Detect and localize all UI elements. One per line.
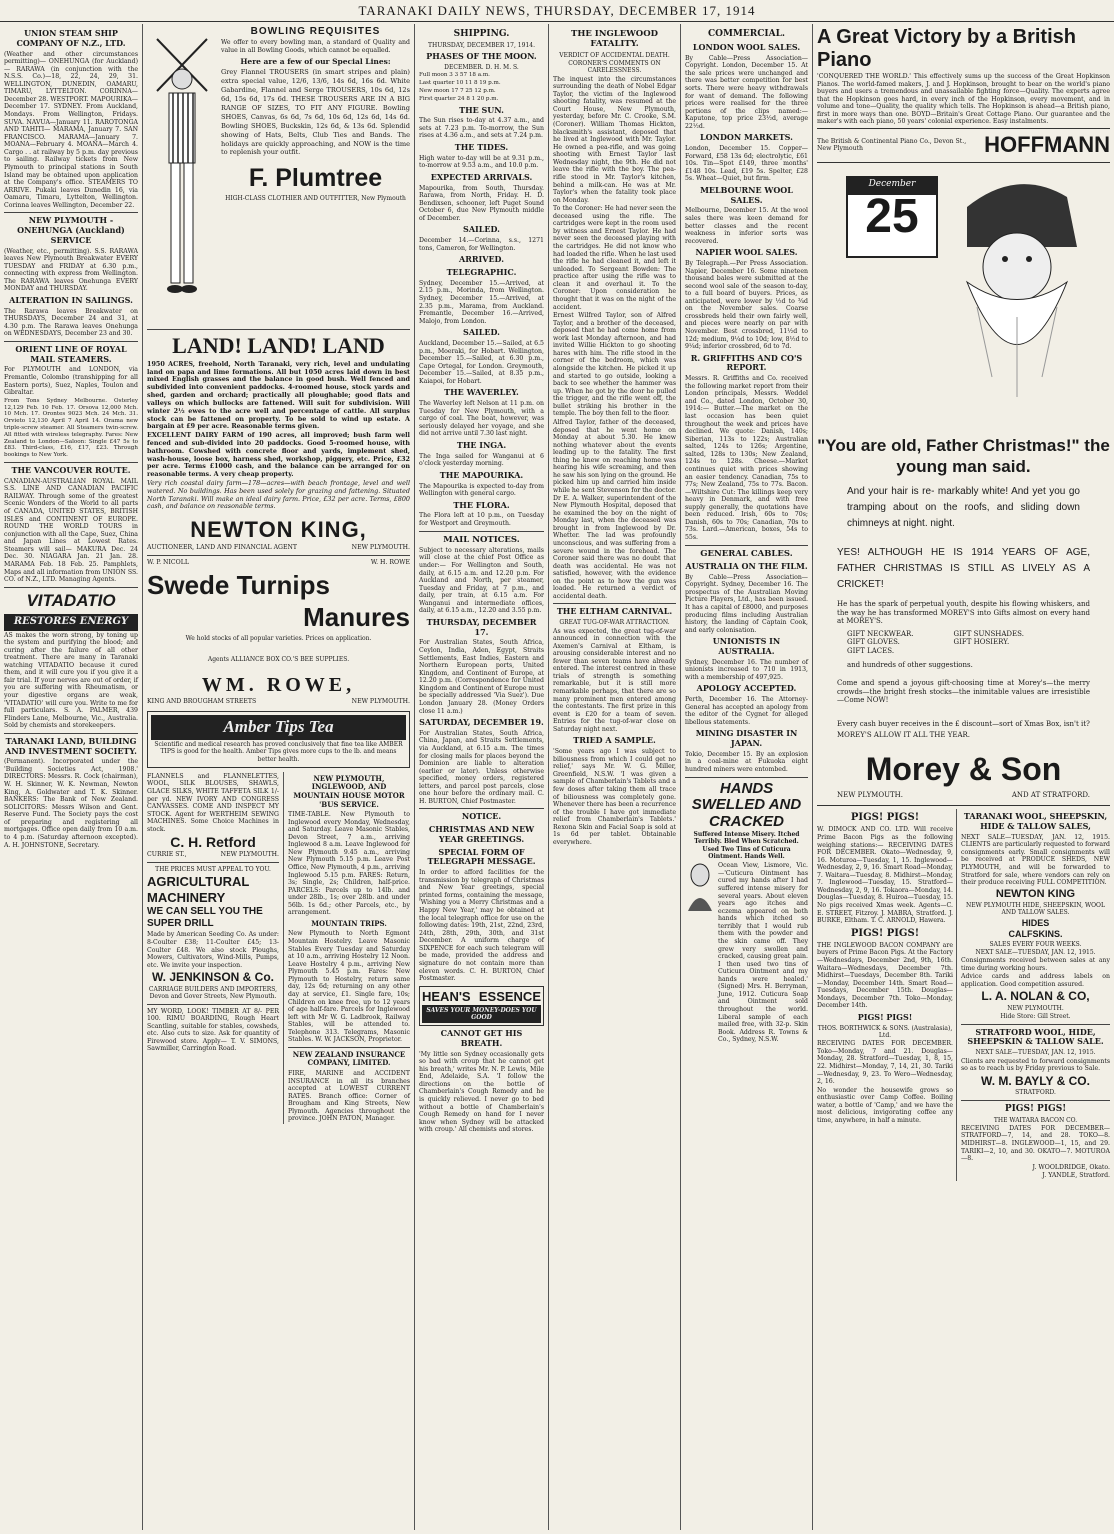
hands-body: [685, 861, 808, 1045]
tar-wool-title: TARANAKI WOOL, SHEEPSKIN, HIDE & TALLOW SALES,: [963, 811, 1108, 831]
unionists-title: UNIONISTS IN AUSTRALIA.: [712, 636, 781, 656]
sample-title: TRIED A SAMPLE.: [573, 735, 656, 746]
divider: [419, 808, 544, 809]
vancouver-text: CANADIAN-AUSTRALIAN ROYAL MAIL S.S. LINE AND CANADIAN PACIFIC RAILWAY. Through some of the greatest Scenic Wonders of the World to all parts of CANADA, UNITED STATES, BRITISH ISLES and CONTINENT OF EUROPE. ROUND THE WORLD TOURS in conjunction with all the Cape, Suez, China and Japan Lines at Lowest Rates. Steamers will sail— MAKURA Dec. 24 Dec. 30. NIAGARA Jan. 21 Jan. 28. MARAMA Feb. 18 Feb. 25. Pamphlets, Maps and all information from UNION SS. CO. of N.Z., LTD. Managing Agents.: [4, 477, 138, 584]
column-1: [0, 24, 143, 1530]
divider: [4, 733, 138, 734]
rowe-name: W. H. ROWE: [370, 558, 410, 566]
consign-text: Consignments received between sales at any time during working hours.: [961, 957, 1110, 972]
jenkinson-sub: CARRIAGE BUILDERS AND IMPORTERS, Devon and Gover Streets, New Plymouth.: [148, 985, 278, 1001]
lwool-text: By Cable—Press Association—Copyright. London, December 15. At the sale prices were unchanged and there was better competition for best sorts. There were heavy withdrawals for want of demand. The following prices were realised for the three portions of the clips named:— Kaputone, top price 23½d, average 22½d.: [685, 54, 808, 130]
vancouver-title: THE VANCOUVER ROUTE.: [11, 465, 131, 475]
hands-sub: Suffered Intense Misery. Itched Terribly. Bled When Scratched. Used Two Tins of Cuticura Ointment. Hands Well.: [693, 831, 800, 861]
father-text: And your hair is re- markably white! And yet you go tramping about on the roofs, and sliding down chimneys at night. night.: [847, 486, 1080, 530]
nponehunga-text: (Weather, etc., permitting). S.S. RARAWA leaves New Plymouth Breakwater EVERY TUESDAY and FRIDAY at 6.30 p.m., connecting with express from Wellington. The RARAWA leaves Onehunga EVERY MONDAY and THURSDAY.: [4, 247, 138, 293]
pigs4-text: RECEIVING DATES FOR DECEMBER— STRATFORD—7, 14, and 28. TOKO—8. MIDHIRST—8. INGLEWOOD—1, 15, and 29. TARIKI—2, 10, and 30. OKATO—7. MOTUROA—8.: [961, 1124, 1110, 1163]
newton-king-logo: NEWTON KING,: [190, 517, 367, 543]
agri-sub: WE CAN SELL YOU THE SUPER DRILL: [147, 906, 263, 930]
bayly-sub: STRATFORD.: [1015, 1089, 1056, 1097]
agents-text: Agents ALLIANCE BOX CO.'S BEE SUPPLIES.: [207, 655, 350, 663]
bottom-ads: [817, 805, 1110, 1181]
calendar-month: December: [868, 178, 916, 189]
jenkinson-logo: W. JENKINSON & Co.: [151, 970, 274, 985]
agri-appeal: THE PRICES MUST APPEAL TO YOU.: [155, 866, 271, 874]
gift-item: GIFT HOSIERY.: [953, 638, 1010, 647]
xmas-title: CHRISTMAS AND NEW YEAR GREETINGS.: [428, 824, 535, 844]
hands-text: Ocean View, Lismore, Vic.—'Cuticura Ointment has cured my hands after I had suffered intense misery for several years. About eleven years ago itches and eczema appeared on both hands which itched so terribly that I would rub them with the powder and the skin came off. They grew very swollen and cracked, causing great pain. I then used two tins of Cuticura Ointment and my hands were healed.' (Signed) Mrs. H. Berryman, June, 1912. Cuticura Soap and Ointment sold throughout the world. Liberal sample of each mailed free, with 32-p. Skin Book. Address R. Towns & Co., Sydney, N.S.W.: [718, 862, 808, 1044]
vitadatio-band: RESTORES ENERGY: [4, 614, 138, 630]
morey-sub-left: NEW PLYMOUTH.: [837, 790, 903, 799]
lmarket-title: LONDON MARKETS.: [700, 132, 793, 143]
hides-column: [957, 809, 1110, 1181]
divider: [147, 555, 410, 556]
inglewood-text-2: To the Coroner: He had never seen the deceased using the rifle. The cartridges were kept in the room used by witness and Ernest Taylor. He had never seen the deceased playing with the cartridges. He did not know who had loaded the rifle. When he last used the rifle he had cleaned it, and left it unloaded. To Sergeant Bowden: The practice after using the rifle was to clean it and overhaul it. To the Coroner: Upon consideration he thought that it was on the night of the accident.: [553, 205, 676, 311]
land-text-1: 1950 ACRES, freehold, North Taranaki, very rich, level and undulating land on papa and lime formations. All but 1050 acres laid down in best mixed English grasses and the balance in good bush. Well fenced and subdivided into convenient paddocks. 4-roomed house, stock yards and shed, garden and orchard; practically all ploughable; good flats and valleys on which bullocks are fattened. Will suit for subdivision. Will winter 2½ ewes to the acre well and percentage of cattle. All surplus stock can be fattened on property. To be sold to wind up estate. A bargain at £9 per acre. Reasonable terms given.: [147, 359, 410, 431]
special-text: In order to afford facilities for the transmission by telegraph of Christmas and New Year greetings, special printed forms, containing the message, 'Wishing you a Merry Christmas and a Happy New Year,' may be obtained at the local telegraph office for use on the following dates: 19th, 21st, 22nd, 23rd, 24th, 28th, 29th, 30th, and 31st December. A uniform charge of SIXPENCE for each such telegram will be made, provided the address and signature do not contain more than eleven words. C. H. BURTON, Chief Postmaster.: [419, 869, 544, 983]
gift-item: GIFT SUNSHADES.: [953, 629, 1024, 638]
pigs3-title: PIGS! PIGS!: [857, 1011, 913, 1022]
nzins-text: FIRE, MARINE and ACCIDENT INSURANCE in all its branches accepted at LOWEST CURRENT RATES. Branch office: Corner of Brougham and King Streets, New Plymouth. Agencies throughout the province. JOHN PATON, Manager.: [288, 1069, 410, 1123]
lwool-title: LONDON WOOL SALES.: [692, 41, 801, 52]
lower-col2: [147, 772, 410, 1124]
str-wool-title: STRATFORD WOOL, HIDE, SHEEPSKIN & TALLOW SALE.: [967, 1026, 1104, 1047]
orient-table: From Tons Sydney Melbourne. Osterley 12,129 Feb. 10 Feb. 17. Orsova 12,000 Mch. 10 Mch. 17. Orontes 9023 Mch. 24 Mch. 31. Orvieto 12,130 April 7 April 14. Orama new triple-screw steamer. All Steamers twin-screw. All fitted with wireless telegraphy. Fares: New Zealand to London—Saloon: Single £47 5s to £83. Third-class, £16, £17, £23. Through bookings to New York.: [4, 397, 138, 459]
mtrips-text: New Plymouth to North Egmont Mountain Hostelry. Leave Masonic Stables Every Tuesday and Saturday at 10 a.m., arriving Hostelry 12 Noon. Leave Hostelry 4 p.m., arriving New Plymouth 5.45 p.m. Fares: New Plymouth to Hostelry, return same day, 12s 6d; returning on any other day at service, £1. Single fare, 10s; Children on knee free, up to 12 years of age half-fare. Parcels for Inglewood left with Mr W. G. Ladbrook, Railway Stables, will be attended to. Telephone 313. Telegrams, Masonic Stables. W. W. JACKSON, Proprietor.: [288, 930, 410, 1044]
nicoll-name: W. P. NICOLL: [147, 558, 189, 566]
hoffmann-logo: HOFFMANN: [984, 131, 1110, 157]
land-text-2: EXCELLENT DAIRY FARM of 190 acres, all improved; bush farm well fenced and sub-divided into 20 paddocks. Good 5-roomed house, with bathroom. Cowshed with concrete floor and yards, implement shed, wash-house, loose box, harness shed, workshop, piggery, etc. Price, £32 per acre. Terms £1000 cash, and the balance can be arranged for on reasonable terms. A very cheap property.: [147, 431, 410, 479]
newton-sub-left: AUCTIONEER, LAND AND FINANCIAL AGENT: [147, 544, 298, 552]
victory-text: 'CONQUERED THE WORLD.' This effectively sums up the success of the Great Hopkinson Pianos. The world-famed makers, J. and J. Hopkinson, brought to bear on the world's piano buyers and users a tremendous and unassailable fighting force—Quality. The experts agree that the Hopkinson goes hard, in every inch of the Hopkinson, every movement, and in volume and tone—Quality, the quality which tells. The Hopkinson is ahead—a British piano, first in more ways than one. BOYD—Britain's Great Cottage Piano. Our guarantee and the maker's with each piano, 50 years' colonial experience. Easy instalments.: [817, 73, 1110, 126]
heans-logo: [422, 989, 541, 1005]
nolan-sub: NEW PLYMOUTH.: [1007, 1005, 1064, 1013]
retford-sub-right: NEW PLYMOUTH.: [220, 851, 279, 859]
special-title: SPECIAL FORM OF TELEGRAPH MESSAGE.: [427, 846, 536, 867]
victory-title: A Great Victory by a British Piano: [817, 26, 1076, 71]
amber-tips-ad: [147, 711, 410, 768]
heans-left: HEAN'S: [422, 988, 471, 1004]
nicoll-rowe: [147, 559, 410, 567]
moon-title: PHASES OF THE MOON.: [426, 51, 537, 62]
sailed2-title: SAILED.: [463, 327, 500, 338]
gift-item: GIFT GLOVES.: [847, 638, 900, 647]
waitara-bacon: THE WAITARA BACON CO.: [993, 1116, 1078, 1124]
all-year: MOREY'S ALLOW IT ALL THE YEAR.: [837, 731, 970, 740]
alteration-title: ALTERATION IN SAILINGS.: [9, 294, 133, 305]
borthwick: THOS. BORTHWICK & SONS. (Australasia), Ltd.: [817, 1024, 953, 1040]
newton-sub-right: NEW PLYMOUTH.: [351, 544, 410, 552]
come-text: Come and spend a joyous gift-choosing time at Morey's—the merry crowds—the bright fresh stocks—the inimitable values are irresistible—Come NOW!: [837, 678, 1090, 705]
divider: [553, 603, 676, 604]
divider: [961, 1024, 1110, 1025]
sailed2-text: Auckland, December 15.—Sailed, at 6.5 p.m., Moeraki, for Hobart. Wellington, December 15.—Sailed, at 6.30 p.m., Cape Ortegal, for London. Greymouth, December 15.—Sailed, at 8.35 p.m., Kaiapoi, for Hobart.: [419, 339, 544, 385]
sun-text: The Sun rises to-day at 4.37 a.m., and sets at 7.23 p.m. To-morrow, the Sun rises at 4.36 a.m., and sets at 7.24 p.m.: [419, 117, 544, 140]
manures: Manures: [303, 601, 410, 632]
land-text-3: Very rich coastal dairy farm—178—acres—with beach frontage, level and well watered. No buildings. Has been used solely for grazing and fattening. Situated North Taranaki. Will make an ideal dairy farm. Price, £32 per acre. Terms, £800 cash, and balance on reasonable terms.: [147, 479, 410, 511]
gift-list-left: [847, 630, 914, 656]
moon-row: Last quarter 10 11 8 19 p.m.: [419, 80, 501, 87]
gift-more: and hundreds of other suggestions.: [847, 661, 973, 670]
hide-store: Hide Store: Gill Street.: [1000, 1013, 1071, 1021]
griffiths-text: Messrs. R. Griffiths and Co. received the following market report from their London principals, Messrs. Weddel and Co., dated London, October 30, 1914:— Butter.—The market on the last occasion has been quiet throughout the week and prices have declined. We quote: Danish, 140s; Siberian, 113s to 122s; Australian salted, 124s to 126s; Argentine, salted, 128s to 130s; New Zealand, 124s to 128s. Cheese.—Market continues quiet with prices showing an easier tendency. Canadian, 75s to 77s; New Zealand, 75s to 77s. Bacon.—Wiltshire Cut: The killings keep very heavy in Denmark, and with free supply generally, the quotations have been reduced. Irish, 60s to 70s; Danish, 60s to 70s; Canadian, 70s to 73s. Lard.—American, boxes, 54s to 55s.: [685, 375, 808, 542]
vitadatio-text: AS makes the worn strong, by toning up the system and purifying the blood; and curing after the failure of all other treatment. There are many in Taranaki watching VITADATIO because it cured them, and it will cure you if you give it a fair trial. If your nerves are out of order, if you are suffering with Rheumatism, or your digestive organs are weak, 'VITADATIO' will cure you. Write to me for full particulars. S. A. PALMER, 439 Flinders Lane, Melbourne, Vic., Australia. Sold by chemists and storekeepers.: [4, 631, 138, 730]
inga-title: THE INGA.: [456, 439, 507, 450]
divider: [147, 329, 410, 330]
eltham-title: THE ELTHAM CARNIVAL.: [556, 606, 673, 617]
wm-rowe-sub: [147, 698, 410, 706]
divider: [685, 545, 808, 546]
sailed-text: December 14.—Corinna, s.s., 1271 tons, Cameron, for Wellington.: [419, 237, 544, 252]
column-2: [143, 24, 415, 1530]
eltham-text: As was expected, the great tug-of-war announced in connection with the Axemen's Carnival at Eltham, is arousing considerable interest and no fewer than seven teams have already entered. The interest centred in these trials of strength is something remarkable, but it is still more remarkable perhaps, that there are so many prominent men entered among the contestants. The first prize in this event is £20 for a team of seven. Entries for the tug-of-war close on Saturday night next.: [553, 627, 676, 733]
sample-text: 'Some years ago I was subject to biliousness from which I could get no relief,' says Mr. W. G. Miller, Greenfield, N.S.W. 'I was given a sample of Chamberlain's Tablets and a few doses after taking them all trace of biliousness was completely gone. Whenever there has been a recurrence of the trouble I have got immediate relief from Chamberlain's Tablets.' Rexona Skin and Facial Soap is sold at 1s 6d per tablet. Obtainable everywhere.: [553, 748, 676, 846]
portrait-icon: [685, 861, 715, 911]
divider: [4, 587, 138, 588]
agri-title: AGRICULTURAL MACHINERY: [147, 874, 250, 906]
tides-text: High water to-day will be at 9.31 p.m., to-morrow at 9.53 a.m., and 10.0 p.m.: [419, 154, 544, 170]
divider: [4, 462, 138, 463]
amber-tips-sub: Scientific and medical research has proved conclusively that fine tea like AMBER TIPS is good for the health. Amber Tips gives more cups to the lb. and means better health.: [154, 740, 403, 763]
mail-text: Subject to necessary alterations, mails will close at the chief Post Office as under:— For Wellington and South, daily, at 6.15 a.m. and 12.20 p.m. For Auckland and North, per steamer, Tuesday and Friday, at 7 p.m., and daily, per train, at 6.15 a.m. For Wanganui and intermediate offices, daily, at 6.15 a.m., 12.20 and 3.55 p.m.: [419, 546, 544, 615]
bayly-logo: W. M. BAYLY & CO.: [981, 1073, 1090, 1088]
agri-text: Made by American Seeding Co. As under: 8-Coulter £38; 11-Coulter £45; 13-Coulter £48. We also stock Ploughs, Mowers, Cultivators, Wind-Mills, Pumps, etc. We invite your inspection.: [147, 931, 279, 969]
tlb-title: TARANAKI LAND, BUILDING AND INVESTMENT SOCIETY.: [5, 735, 137, 756]
yes-text: YES! ALTHOUGH HE IS 1914 YEARS OF AGE, FATHER CHRISTMAS IS STILL AS LIVELY AS A CRICKET!: [837, 547, 1090, 591]
plumtree-sub: HIGH-CLASS CLOTHIER AND OUTFITTER, New Plymouth: [225, 194, 406, 202]
gifts-text: He has the spark of perpetual youth, despite his flowing whiskers, and the way he has transformed MOREY'S into Gifts almost on every hand at MOREY'S.: [837, 600, 1090, 626]
divider: [685, 777, 808, 778]
commercial-title: COMMERCIAL.: [707, 29, 786, 39]
moon-row: First quarter 24 8 1 20 p.m.: [419, 95, 499, 102]
orient-text: For PLYMOUTH and LONDON, via Fremantle, Colombo (transhipping for all Eastern ports), Suez, Naples, Toulon and Gibraltar.: [4, 366, 138, 397]
bus-text: TIME-TABLE. New Plymouth to Inglewood every Monday, Wednesday, and Saturday. Leave Masonic Stables, Devon Street, 7 a.m., arriving Inglewood 8 a.m. Leave Inglewood for New Plymouth 9.45 a.m., arriving New Plymouth 5.15 p.m. Leave Post Office, New Plymouth, 4 p.m., arriving Inglewood 5.15 p.m. FARES: Return, 3s; Single, 2s; Children, half-price. PARCELS: Parcels up to 14lb. and under 28lb., 1s; over 28lb. and under 56lb. 1s 6d.; other Parcels, etc., by arrangement.: [288, 811, 410, 917]
hoffmann-band: [817, 128, 1110, 163]
tar-wool-text: NEXT SALE—TUESDAY, JAN. 12, 1915. CLIENTS are particularly requested to forward consignments early. Small consignments will be received at PRODUCE SHEDS, NEW PLYMOUTH, and will be forwarded to Stratford for sale, where vendors can rely on their produce receiving FULL COMPETITION.: [961, 833, 1110, 887]
retford-list: FLANNELS and FLANNELETTES, WOOL, SILK BLOUSES, SHAWLS, GLACE SILKS, WHITE TAFFETA SILK 1/- per yd. NEW IVORY AND CONGRESS CANVASSES. COME AND INSPECT MY STOCK. Agent for WERTHEIM SEWING MACHINES. Some Choice Machines in stock.: [147, 772, 279, 833]
apology-title: APOLOGY ACCEPTED.: [696, 683, 797, 694]
moon-row: New moon 17 7 25 12 p.m.: [419, 87, 496, 94]
newton-sub: [147, 544, 410, 552]
str-clients: Clients are requested to forward consignments so as to reach us by Friday previous to Sale.: [961, 1057, 1110, 1073]
bowler-figure: [147, 26, 217, 326]
camp-coffee-text: No wonder the housewife grows so enthusiastic over Camp Coffee. Boiling water, a bottle of 'Camp,' and we have the most delicious, invigorating coffee any time, anywhere, in half a minute.: [817, 1086, 953, 1124]
bowling-title: BOWLING REQUISITES: [250, 26, 381, 37]
alteration-text: The Rarawa leaves Breakwater on THURSDAYS, December 24 and 31, at 4.30 p.m. The Rarawa leaves Onehunga on WEDNESDAYS, December 23 and 30.: [4, 307, 138, 338]
heans-essence-ad: [419, 986, 544, 1026]
divider: [419, 531, 544, 532]
simons-text: MY WORD, LOOK! TIMBER AT 8/- PER 100. RIMU BOARDING, Rough Heart Scantling, suitable for stables, cowsheds, etc. Also cuts to size. Ask for quantity of Firewood store. Apply— T. V. SIMONS, Sawmiller, Carrington Road.: [147, 1007, 279, 1053]
lmarket-text: London, December 15. Copper—Forward, £58 13s 6d; electrolytic, £61 10s. Tin—Spot £149, three months' £148 10s. Lead, £19 5s. Spelter, £28 5s. Wheat—Quiet, but firm.: [685, 145, 808, 183]
sailed-title: SAILED.: [463, 224, 500, 235]
waverley-text: The Waverley left Nelson at 11 p.m. on Tuesday for New Plymouth, with a cargo of coal. The boat, however, was seriously delayed her voyage, and she did not arrive until 7.30 last night.: [419, 400, 544, 438]
father-title: "You are old, Father Christmas!" the young man said.: [817, 435, 1110, 477]
morey-sub: [817, 789, 1110, 802]
heans-right: ESSENCE: [478, 988, 541, 1004]
mining-text: Tokio, December 15. By an explosion in a coal-mine at Fukuoka eight hundred miners were entombed.: [685, 750, 808, 774]
unionists-text: Sydney, December 16. The number of unionists increased to 710 in 1913, with a membership of 497,925.: [685, 658, 808, 681]
thursday-text: For Australian States, South Africa, Ceylon, India, Aden, Egypt, Straits Settlements, East Indies, Eastern and Northern European ports, United Kingdom, and Continent of Europe, at 12.20 p.m. (Correspondence for United Kingdom and Continent of Europe must be specially addressed 'Via Suez'). Due London January 28. (Money Orders close 11 a.m.): [419, 639, 544, 715]
breath-text: 'My little son Sydney occasionally gets so bad with croup that he cannot get his breath,' writes Mr. N. P. Lewis, Mile End, Adelaide, S.A. 'I follow the directions on the bottle of Chamberlain's Cough Remedy and he is quickly relieved. I never go to bed without a bottle of Chamberlain's Cough Remedy on hand for I never know when Sydney will be attacked with croup.' All chemists and stores.: [419, 1050, 544, 1134]
nolan-logo: L. A. NOLAN & CO,: [981, 989, 1090, 1004]
advice-text: Advice cards and address labels on application. Good competition assured.: [961, 973, 1110, 988]
flora-text: The Flora left at 10 p.m., on Tuesday for Westport and Greymouth.: [419, 512, 544, 527]
column-4: [549, 24, 681, 1530]
amber-tips-logo: Amber Tips Tea: [151, 715, 406, 740]
mtrips-title: MOUNTAIN TRIPS.: [311, 918, 387, 928]
nponehunga-title: NEW PLYMOUTH - ONEHUNGA (Auckland) SERVICE: [17, 215, 125, 245]
napier-title: NAPIER WOOL SALES.: [695, 247, 798, 258]
telegraphic-title: TELEGRAPHIC.: [446, 267, 517, 278]
inga-text: The Inga sailed for Wanganui at 6 o'clock yesterday morning.: [419, 452, 544, 468]
sun-title: THE SUN.: [459, 104, 504, 115]
divider: [4, 212, 138, 213]
pigs-column: [817, 809, 957, 1181]
vitadatio-logo: VITADATIO: [26, 590, 116, 610]
wm-rowe-sub-left: KING AND BROUGHAM STREETS: [147, 697, 257, 705]
usscc-text: (Weather and other circumstances permitting)— ONEHUNGA (for Auckland)— RARAWA (in conjunction with the N.S.S. Co.)—18, 22, 24, 29, 31. WELLINGTON, DUNEDIN, OAMARU, TIMARU, LYTTELTON. CORINNA—December 28. WESTPORT. MAPOURIKA—December 17. SYDNEY. From Auckland, Mondays. From Wellington, Fridays. SUVA. NAVUA—January 11. RAROTONGA AND TAHITI— MARAMA, January 7. SAN FRANCISCO. MARAMA—January 7. MOANA—February 4. MOANA—March 4. Cargo . . at railway by 5 p.m. day previous to sailing. Railway tickets from New Plymouth to principal stations in South Island may be obtained upon application at the Company's office. STEAMERS TO ARRIVE. Pukaki leaves Dunedin 16, via Oamaru, Timaru, Lyttelton, Wellington. Corinna leaves Wellington, December 22.: [4, 50, 138, 209]
griffiths-title: R. GRIFFITHS AND CO'S REPORT.: [690, 352, 803, 373]
moon-row: Full moon 3 3 57 18 a.m.: [419, 72, 490, 79]
pigs2-text: THE INGLEWOOD BACON COMPANY are buyers of Prime Bacon Pigs. At the Factory—Wednesdays, December 2nd, 9th, 16th. Waitara—Wednesdays, December 7th. Midhirst—Tuesdays, December 8th. Tariki—Monday, December 14th. Smart Road—Tuesdays, December 15th. Douglas—Mondays, December 7th. Toko—Monday, December 14th.: [817, 941, 953, 1010]
newton-king-sub: NEW PLYMOUTH HIDE, SHEEPSKIN, WOOL AND TALLOW SALES.: [966, 902, 1105, 917]
nzins-title: NEW ZEALAND INSURANCE COMPANY, LIMITED.: [292, 1049, 406, 1068]
film-title: AUSTRALIA ON THE FILM.: [685, 560, 808, 571]
discount-text: Every cash buyer receives in the £ discount—sort of Xmas Box, isn't it?: [837, 719, 1090, 728]
swede-turnips: Swede Turnips: [147, 570, 330, 601]
divider: [288, 1047, 410, 1048]
morey-sub-right: AND AT STRATFORD.: [1011, 790, 1090, 799]
col2-lower-left: [147, 772, 279, 1124]
manures-text: We hold stocks of all popular varieties. Prices on application.: [185, 634, 372, 642]
verdict: VERDICT OF ACCIDENTAL DEATH.: [559, 51, 670, 59]
telegraphic-text: Sydney, December 15.—Arrived, at 2.15 p.m., Morinda, from Wellington. Sydney, December 15.—Arrived, at 2.35 p.m., Marama, from Auckland. Fremantle, December 16.—Arrived, Malojo, from London.: [419, 279, 544, 325]
divider: [147, 1004, 279, 1005]
retford-sub: [147, 851, 279, 859]
col2-lower-right: [283, 772, 410, 1124]
santa-illustration: [817, 167, 1110, 417]
divider: [4, 341, 138, 342]
bowling-intro: We offer to every bowling man, a standard of Quality and value in all Bowling Goods, which cannot be equalled.: [221, 39, 410, 54]
tides-title: THE TIDES.: [454, 142, 509, 153]
newton-king-logo-2: NEWTON KING: [995, 887, 1076, 900]
bowling-sub: Here are a few of our Special Lines:: [240, 57, 391, 67]
mapourika-text: The Mapourika is expected to-day from Wellington with general cargo.: [419, 482, 544, 498]
napier-text: By Telegraph.—Per Press Association. Napier, December 16. Some nineteen thousand bales were submitted at the second wool sale of the season to-day, to a full board of buyers. Prices, as anticipated, were lower by ½d to ¾d on the November sales. Coarse crossbreds held their own fairly well, and pieces were nearly on par with November. Best crossbred, 11½d to 12d; medium, 9¼d to 10d; low, 8½d to 9¼d; inferior crossbred, 6d to 7d.: [685, 259, 808, 351]
four-weeks: SALES EVERY FOUR WEEKS.: [989, 940, 1082, 948]
inglewood-text-4: Alfred Taylor, father of the deceased, deposed that he went home on Monday at about 5.30. He knew nothing whatever about the events leading up to the fatality. The first thing he knew on reaching home was hearing his wife screaming, and then he saw his son lying on the ground. He picked him up and carried him inside while he sent Stevenson for the doctor. Dr E. A. Walker, superintendent of the New Plymouth Hospital, deposed that he examined the boy on the night of Monday last, when the deceased was brought in from Inglewood by Dr. Whetter. The lad was profoundly unconscious, and was suffering from a severe wound in the forehead. The Coroner said there was no doubt that death was accidental. He was not satisfied, however, with the evidence on the point as to how the gun was loaded. He returned a verdict of accidental death.: [553, 418, 676, 600]
gift-lists: [817, 627, 1110, 659]
usscc-title: UNION STEAM SHIP COMPANY OF N.Z., LTD.: [16, 28, 126, 48]
pigs4-title: PIGS! PIGS!: [1004, 1103, 1067, 1114]
inglewood-text-1: The inquest into the circumstances surrounding the death of Nobel Edgar Taylor, the victim of the Inglewood shooting fatality, was resumed at the Court House, New Plymouth, yesterday, before Mr. C. Crooke, S.M. (Coroner). William Thomas Hickton, blacksmith's assistant, deposed that he lived at Inglewood with Mr. Taylor. He owned a pea-rifle, and was going shooting with Ernest Taylor last Wednesday night, the 9th. He did not leave the rifle with the boy. The pea-rifle stood in Mr. Taylor's kitchen, behind a milk-can. He was at Mr. Taylor's when the fatality took place on Monday.: [553, 75, 676, 204]
saturday-title: SATURDAY, DECEMBER 19.: [419, 717, 544, 728]
inglewood-text-3: Ernest Wilfred Taylor, son of Alfred Taylor, and a brother of the deceased, deposed that he had come home from work last Monday afternoon, and had invited Willie Hickton to go shooting hares with him. The rifle stood in the corner of the bedroom, which was alongside the kitchen. He picked it up and started to go outside, looking a back to see whether the hammer was up. When he got by the door he pulled the trigger, and the rifle went off, the bullet striking his brother in the temple. The boy then fell to the floor.: [553, 312, 676, 418]
cables-title: GENERAL CABLES.: [700, 548, 793, 559]
breath-title: CANNOT GET HIS BREATH.: [440, 1028, 523, 1048]
heans-band: SAVES YOUR MONEY-DOES YOU GOOD: [422, 1005, 541, 1024]
calendar-day: 25: [865, 189, 919, 243]
orient-title: ORIENT LINE OF ROYAL MAIL STEAMERS.: [15, 343, 127, 364]
pigs1-text: W. DIMOCK AND CO. LTD. Will receive Prime Bacon Pigs as the following weighing stations:— RECEIVING DATES FOR DECEMBER. Okato—Wednesday, 9, 16. Moturoa—Tuesday, 1, 15. Inglewood—Wednesday, 2, 9, 16. Smart Road—Monday, 7. Waitara—Tuesday, 8. Midhirst—Monday, 7. Inglewood—Tuesday, 15. Stratford—Wednesday, 2, 9, 16. Tokaora—Monday, 14. Douglas—Tuesday, 8. Huiroa—Tuesday, 15. No pigs received Xmas week. Agents—C. E. STREET, Fitzroy. J. MABRA, Stratford. J. BURKE, Eltham. T. C. ARNOLD, Hawera.: [817, 826, 953, 925]
mail-title: MAIL NOTICES.: [443, 534, 520, 545]
pigs1-title: PIGS! PIGS!: [850, 812, 920, 824]
notice-title: NOTICE.: [461, 811, 502, 822]
apology-text: Perth, December 16. The Attorney-General has accepted an apology from the editor of the Cygnet for alleged libellous statements.: [685, 696, 808, 726]
str-next: NEXT SALE—TUESDAY, JAN. 12, 1915.: [975, 1049, 1096, 1057]
divider: [147, 862, 279, 863]
coroner: CORONER'S COMMENTS ON CARELESSNESS.: [568, 60, 661, 75]
tlb-text: (Permanent). Incorporated under the 'Building Societies Act, 1908.' DIRECTORS: Messrs. R. Cock (chairman), W. H. Skinner, W. K. Newman, Newton King, A. Goldwater and T. K. Skinner. BANKERS: The Bank of New Zealand. SOLICITORS: Messrs Wilson and Gent. Reserve Fund. The Society pays the cost of preparing and registering all mortgages. Office open daily from 10 a.m. to 4 p.m. (Saturday afternoon excepted). A. H. JOHNSTONE, Secretary.: [4, 758, 138, 849]
pigs2-title: PIGS! PIGS!: [850, 927, 920, 939]
land-title: LAND! LAND! LAND: [172, 333, 385, 358]
wm-rowe-sub-right: NEW PLYMOUTH.: [351, 697, 410, 705]
bus-title: NEW PLYMOUTH, INGLEWOOD, AND MOUNTAIN HOUSE MOTOR 'BUS SERVICE.: [293, 773, 405, 809]
thursday-title: THURSDAY, DECEMBER 17.: [426, 616, 537, 637]
mwool-text: Melbourne, December 15. At the wool sales there was keen demand for better classes and the recent weakness in inferior sorts was recovered.: [685, 207, 808, 245]
bowling-ad: [147, 26, 410, 326]
yandle: J. YANDLE, Stratford.: [1042, 1172, 1110, 1180]
eltham-sub: GREAT TUG-OF-WAR ATTRACTION.: [559, 619, 670, 627]
plumtree-logo: F. Plumtree: [248, 164, 383, 193]
arrivals-title: EXPECTED ARRIVALS.: [430, 171, 533, 182]
bowling-items: Grey Flannel TROUSERS (in smart stripes and plain) extra special value, 12/6, 13/6, 14s 6d, 16s 6d. White Gabardine, Flannel and Serge TROUSERS, 10s 6d, 12s 6d, 15s 6d, 17s 6d. THESE TROUSERS ARE IN A BIG RANGE OF SIZES, TO FIT ANY FIGURE. Bowling SHOES, Canvas, 6s 6d, 7s 6d, 10s 6d, 12s 6d, 14s 6d. Bowling SHOES, Buckskin, 12s 6d, & 13s 6d. Splendid showing of Hats, Belts, Club Ties and Bands. The holidays are quickly approaching, and NOW is the time to replenish your outfit.: [221, 68, 410, 157]
morey-logo: Morey & Son: [865, 750, 1062, 787]
column-5: [681, 24, 813, 1530]
saturday-text: For Australian States, South Africa, China, Japan, and Straits Settlements, via Auckland, at 6.15 a.m. The times for closing mails for places beyond the Dominion are liable to alteration (earlier or later). Unless otherwise specified, money orders, registered letters, and parcel post parcels, close one hour before the ordinary mail. C. H. BURTON, Chief Postmaster.: [419, 729, 544, 805]
gift-list-right: [954, 630, 1024, 656]
column-6: [813, 24, 1114, 1530]
shipping-title: SHIPPING.: [453, 29, 510, 39]
bowler-illustration-icon: [149, 31, 215, 321]
inglewood-title: THE INGLEWOOD FATALITY.: [571, 29, 658, 50]
arrivals-text: Mapourika, from South, Thursday. Rarawa, from North, Friday. H. D. Bendixsen, schooner, left Puget Sound October 6, due New Plymouth middle of December.: [419, 184, 544, 222]
column-3: [415, 24, 549, 1530]
wooldridge: J. WOOLDRIDGE, Okato.: [1032, 1163, 1110, 1171]
retford-logo: C. H. Retford: [170, 834, 256, 851]
pigs3-text: RECEIVING DATES FOR DECEMBER. Toko—Monday, 7 and 21. Douglas—Monday, 28. Stratford—Tuesday, 1, 8, 15, 22. Midhirst—Monday, 7, 14, 21, 30. Tariki—Wednesday, 9, 23. To Wero—Wednesday, 2, 16.: [817, 1040, 953, 1086]
hides-label: HIDES: [1021, 917, 1050, 928]
wm-rowe-logo: WM. ROWE,: [201, 674, 356, 697]
gift-item: GIFT NECKWEAR.: [847, 629, 914, 638]
gift-item: GIFT LACES.: [847, 646, 895, 655]
next-sale: NEXT SALE—TUESDAY, JAN. 12, 1915.: [975, 948, 1096, 956]
moon-header: DECEMBER. D. H. M. S.: [444, 64, 519, 72]
waverley-title: THE WAVERLEY.: [444, 387, 519, 398]
calfskins-label: CALFSKINS.: [1008, 928, 1063, 939]
mwool-title: MELBOURNE WOOL SALES.: [700, 184, 793, 205]
flora-title: THE FLORA.: [453, 499, 510, 510]
hands-title: HANDS SWELLED AND CRACKED: [691, 779, 802, 830]
film-text: By Cable—Press Association—Copyright. Sydney, December 16. The prospectus of the Australian Moving Picture Players, Ltd., has been issued. It has a capital of £8000, and purposes producing films including Australian history, the landing of Captain Cook, and early colonisation.: [685, 573, 808, 634]
hoffmann-left: The British & Continental Piano Co., Devon St., New Plymouth: [817, 137, 967, 153]
retford-sub-left: CURRIE ST.,: [147, 851, 187, 859]
arrived-title: ARRIVED.: [459, 254, 504, 265]
masthead: TARANAKI DAILY NEWS, THURSDAY, DECEMBER 17, 1914: [0, 0, 1114, 22]
divider: [961, 1100, 1110, 1101]
shipping-date: THURSDAY, DECEMBER 17, 1914.: [428, 41, 535, 49]
mining-title: MINING DISASTER IN JAPAN.: [695, 728, 798, 749]
mapourika-title: THE MAPOURIKA.: [439, 469, 524, 480]
